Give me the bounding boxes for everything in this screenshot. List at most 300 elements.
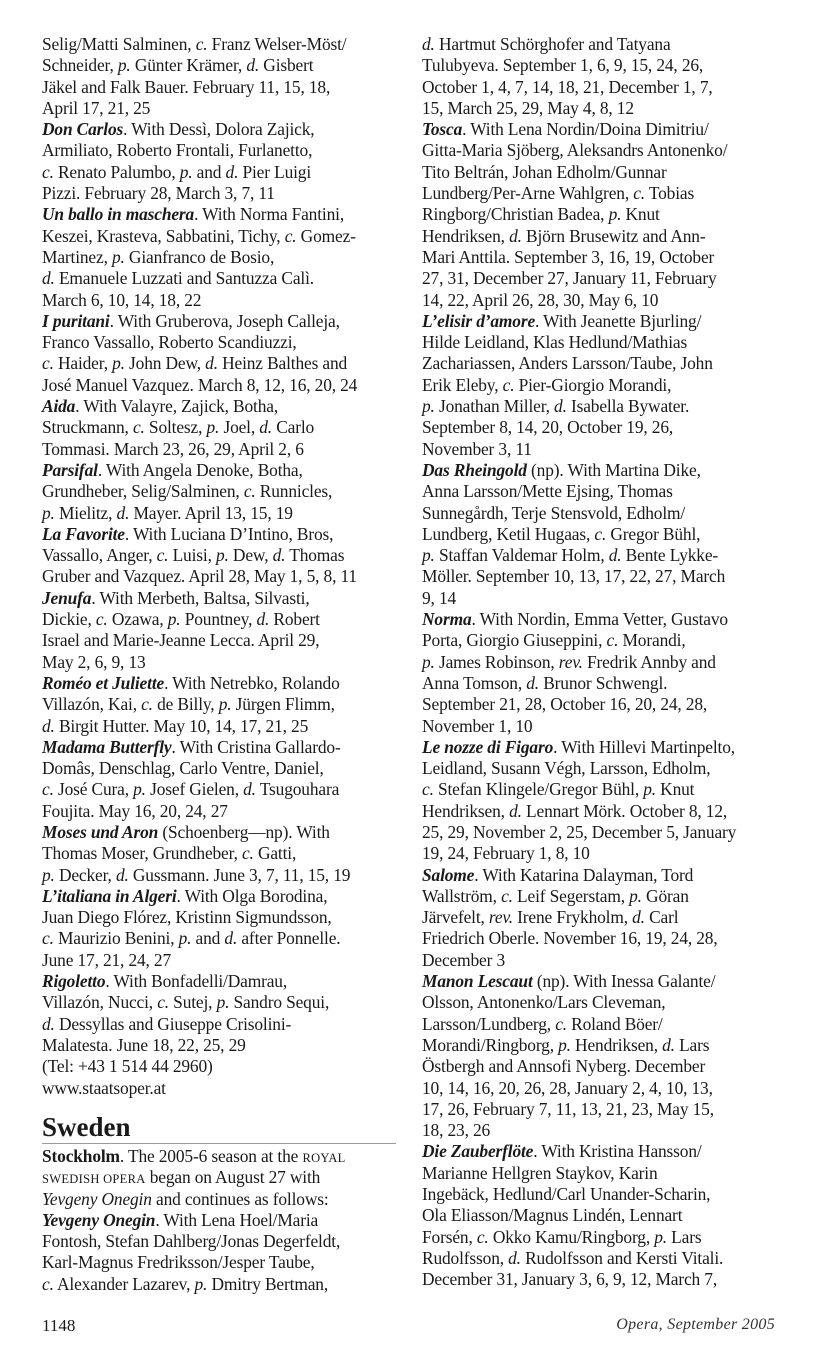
text-line [42,950,357,971]
text-line [422,737,736,758]
text-line [422,907,736,928]
italic-abbreviation: p. [654,1226,667,1247]
text-line [42,588,357,609]
text-run: Villazón, Kai, [42,694,142,715]
opera-title: Don Carlos [42,119,124,140]
text-line [42,417,357,438]
text-line [422,694,736,715]
text-run: Thomas [285,545,345,566]
text-run: de Billy, [152,694,219,715]
text-run: Isabella Bywater. [566,396,690,417]
text-run: Struckmann, [42,417,133,438]
text-run: José Cura, [53,779,134,800]
text-run: September 21, 28, October 16, 20, 24, 28, [422,694,708,715]
italic-abbreviation: d. [256,609,270,630]
text-run: Olsson, Antonenko/Lars Cleveman, [422,992,666,1013]
text-run: Friedrich Oberle. November 16, 19, 24, 28, [422,928,718,949]
text-run: Irene Frykholm, [512,907,633,928]
text-run: Hilde Leidland, Klas Hedlund/Mathias [422,332,688,353]
text-run: Soltesz, [144,417,207,438]
italic-abbreviation: c. [243,481,256,502]
text-line [422,950,736,971]
text-line [42,1189,346,1210]
italic-abbreviation: c. [156,545,169,566]
text-run: Fontosh, Stefan Dahlberg/Jonas Degerfeldt, [42,1231,341,1252]
text-run: Leif Segerstam, [512,885,630,906]
italic-abbreviation: c. [132,417,145,438]
text-run: Hendriksen, [422,800,510,821]
text-run: Mielitz, [54,502,117,523]
text-run: . With Valayre, Zajick, Botha, [75,396,279,417]
italic-abbreviation: d. [115,864,129,885]
opera-title: Un ballo in maschera [42,204,195,225]
italic-abbreviation: p. [422,651,435,672]
opera-title: Parsifal [42,459,98,480]
text-line [422,865,736,886]
text-run: Franz Welser-Möst/ [207,34,347,54]
text-run: Hendriksen, [422,225,510,246]
text-run: Porta, Giorgio Giuseppini, [422,630,607,651]
text-run: Tobias [645,183,695,204]
italic-abbreviation: d. [632,907,645,928]
text-run: Armiliato, Roberto Frontali, Furlanetto, [42,140,313,161]
text-run: Carl [644,907,679,928]
text-run: Dickie, [42,609,96,630]
text-run: (Tel: +43 1 514 44 2960) [42,1056,213,1077]
text-line [422,268,736,289]
text-run: November 3, 11 [422,438,532,459]
text-line [42,375,357,396]
text-line [422,886,736,907]
italic-abbreviation: rev. [558,651,583,672]
text-run: 9, 14 [422,587,457,608]
text-line [422,353,736,374]
text-line [42,524,357,545]
text-run: Günter Krämer, [130,55,247,76]
text-line [422,1078,736,1099]
text-run: Erik Eleby, [422,374,503,395]
text-run: Foujita. May 16, 20, 24, 27 [42,800,228,821]
text-line [42,716,357,737]
text-run: Knut [621,204,660,225]
text-run: September 8, 14, 20, October 19, 26, [422,417,674,438]
text-run: May 2, 6, 9, 13 [42,651,146,672]
left-column-listings [42,34,357,1099]
text-run: . With Nordin, Emma Vetter, Gustavo [471,609,728,630]
opera-title: Manon Lescaut [422,971,533,992]
text-run: April 17, 21, 25 [42,97,151,118]
opera-title: Die Zauberflöte [422,1141,534,1162]
text-run: Staffan Valdemar Holm, [434,545,609,566]
text-run: 17, 26, February 7, 11, 13, 21, 23, May 15, [422,1098,714,1119]
italic-abbreviation: c. [141,694,153,715]
text-run: Morandi/Ringborg, [422,1034,559,1055]
text-line [42,609,357,630]
text-line [42,140,357,161]
text-run: . With Lena Nordin/Doina Dimitriu/ [462,119,709,140]
text-run: Ringborg/Christian Badea, [422,204,609,225]
italic-abbreviation: p. [422,396,435,417]
text-line [42,673,357,694]
text-run: November 1, 10 [422,715,533,736]
text-line [422,652,736,673]
text-run: 27, 31, December 27, January 11, February [422,268,717,289]
text-run: Decker, [54,864,116,885]
text-run: Gruber and Vazquez. April 28, May 1, 5, 8, 11 [42,566,357,587]
italic-abbreviation: d. [246,55,260,76]
text-line [422,1141,736,1162]
italic-abbreviation: c. [606,630,619,651]
text-line [422,588,736,609]
text-line [422,992,736,1013]
text-line [422,140,736,161]
text-line [422,971,736,992]
text-run: . With Bonfadelli/Damrau, [105,971,288,992]
text-run: October 1, 4, 7, 14, 18, 21, December 1, 7, [422,76,713,97]
text-line [42,1167,346,1188]
text-line [422,1248,736,1269]
text-run: 15, March 25, 29, May 4, 8, 12 [422,97,634,118]
text-line [42,162,357,183]
text-line [422,162,736,183]
text-run: Thomas Moser, Grundheber, [42,843,242,864]
italic-abbreviation: d. [225,161,239,182]
text-run: Maurizio Benini, [53,928,179,949]
city-name: Stockholm [42,1146,120,1166]
italic-abbreviation: c. [42,779,54,800]
text-run: Josef Gielen, [145,779,244,800]
italic-abbreviation: d. [259,417,273,438]
text-line [42,737,357,758]
opera-title: I puritani [42,310,110,331]
text-line [422,545,736,566]
text-line [42,98,357,119]
text-run: Domâs, Denschlag, Carlo Ventre, Daniel, [42,758,324,779]
italic-abbreviation: p. [216,992,230,1013]
text-run: Göran [641,885,689,906]
italic-abbreviation: rev. [488,907,513,928]
text-run: Carlo [272,417,315,438]
text-line [42,801,357,822]
text-line [42,822,357,843]
text-line [42,332,357,353]
text-run: Jonathan Miller, [434,396,555,417]
text-line [422,290,736,311]
text-run: James Robinson, [434,651,559,672]
text-run: José Manuel Vazquez. March 8, 12, 16, 20, 24 [42,374,358,395]
text-line [422,673,736,694]
company-name: ROYAL [302,1151,346,1165]
italic-abbreviation: d. [42,1013,55,1034]
italic-abbreviation: p. [179,161,193,182]
italic-abbreviation: p. [206,417,220,438]
text-run: Anna Tomson, [422,672,527,693]
text-line [42,971,357,992]
text-run: Forsén, [422,1226,477,1247]
italic-abbreviation: c. [422,779,434,800]
text-line [422,1056,736,1077]
text-line [42,1146,346,1167]
opera-title: Tosca [422,119,463,140]
text-line [42,290,357,311]
text-run: Gussmann. June 3, 7, 11, 15, 19 [128,864,351,885]
italic-abbreviation: c. [195,34,208,54]
text-run: Vassallo, Anger, [42,545,157,566]
text-run: Bente Lykke- [621,545,719,566]
italic-abbreviation: d. [116,502,130,523]
text-line [42,630,357,651]
text-line [422,1014,736,1035]
text-line [42,566,357,587]
italic-abbreviation: c. [157,992,169,1013]
right-column-listings [422,34,736,1291]
text-line [42,204,357,225]
text-line [422,417,736,438]
text-line [422,1120,736,1141]
text-run: . With Gruberova, Joseph Calleja, [109,310,340,331]
text-run: Sunnegårdh, Terje Stensvold, Edholm/ [422,502,686,523]
text-run: 14, 22, April 26, 28, 30, May 6, 10 [422,289,659,310]
text-run: Haider, [53,353,113,374]
text-run: Lars [674,1034,710,1055]
text-line [42,1035,357,1056]
text-run: Okko Kamu/Ringborg, [488,1226,655,1247]
text-run: and continues as follows: [151,1188,329,1209]
text-line [42,545,357,566]
text-run: Hendriksen, [570,1034,663,1055]
text-run: Ingebäck, Hedlund/Carl Unander-Scharin, [422,1184,711,1205]
text-run: Heinz Balthes and [217,353,348,374]
text-run: Wallström, [422,885,502,906]
italic-abbreviation: d. [243,779,256,800]
italic-abbreviation: d. [509,225,522,246]
text-run: Östbergh and Annsofi Nyberg. December [422,1056,706,1077]
opera-title: Rigoletto [42,971,106,992]
text-run: Ozawa, [107,609,168,630]
text-run: Fredrik Annby and [582,651,716,672]
text-line [422,503,736,524]
text-run: Stefan Klingele/Gregor Bühl, [433,779,644,800]
opera-title: Moses und Aron [42,821,159,842]
running-footer-title: Opera, September 2005 [616,1316,775,1333]
text-run: Emanuele Luzzati and Santuzza Calì. [54,268,314,289]
italic-abbreviation: p. [643,779,656,800]
text-line [422,566,736,587]
text-run: Zachariassen, Anders Larsson/Taube, John [422,353,713,374]
opera-title: Salome [422,864,475,885]
italic-abbreviation: p. [218,694,232,715]
italic-abbreviation: d. [42,715,55,736]
italic-abbreviation: c. [501,885,513,906]
italic-abbreviation: p. [42,502,55,523]
text-line [422,439,736,460]
text-run: . With Norma Fantini, [194,204,345,225]
italic-abbreviation: c. [42,161,54,182]
text-line [422,1227,736,1248]
text-run: Selig/Matti Salminen, [42,34,196,54]
text-run: Malatesta. June 18, 22, 25, 29 [42,1034,246,1055]
text-line [422,843,736,864]
text-run: Björn Brusewitz and Ann- [521,225,706,246]
text-line [422,460,736,481]
text-line [42,396,357,417]
text-run: Birgit Hutter. May 10, 14, 17, 21, 25 [54,715,309,736]
text-run: Juan Diego Flórez, Kristinn Sigmundsson, [42,907,332,928]
text-line [42,1210,346,1231]
italic-abbreviation: d. [272,545,286,566]
text-run: Jäkel and Falk Bauer. February 11, 15, 18, [42,76,331,97]
text-run: . With Luciana D’Intino, Bros, [124,523,334,544]
text-run: Pizzi. February 28, March 3, 7, 11 [42,183,275,204]
text-run: Karl-Magnus Fredriksson/Jesper Taube, [42,1252,315,1273]
text-run: (np). With Martina Dike, [526,459,701,480]
italic-abbreviation: p. [194,1273,208,1294]
italic-abbreviation: p. [112,353,125,374]
italic-abbreviation: d. [422,34,435,54]
text-line [422,204,736,225]
text-run: . With Olga Borodina, [176,885,328,906]
text-line [42,1231,346,1252]
text-line [42,907,357,928]
text-line [42,481,357,502]
italic-abbreviation: d. [42,268,55,289]
italic-abbreviation: d. [508,1247,521,1268]
text-line [42,1274,346,1295]
text-run: Pier-Giorgio Morandi, [514,374,672,395]
text-run: Robert [269,609,320,630]
text-run: . With Katarina Dalayman, Tord [474,864,694,885]
text-run: 10, 14, 16, 20, 26, 28, January 2, 4, 10, 13, [422,1077,713,1098]
italic-abbreviation: p. [117,55,131,76]
text-run: Gitta-Maria Sjöberg, Aleksandrs Antonenko/ [422,140,728,161]
italic-abbreviation: Yevgeny Onegin [42,1188,152,1209]
opera-title: Das Rheingold [422,459,527,480]
italic-abbreviation: p. [178,928,192,949]
italic-abbreviation: c. [42,353,54,374]
italic-abbreviation: c. [241,843,254,864]
text-line [422,1035,736,1056]
text-run: Sandro Sequi, [229,992,330,1013]
text-run: . With Jeanette Bjurling/ [535,310,702,331]
text-run: Grundheber, Selig/Salminen, [42,481,244,502]
text-line [42,758,357,779]
text-line [42,843,357,864]
opera-title: L’elisir d’amore [422,310,536,331]
text-run: Rudolfsson and Kersti Vitali. [520,1247,724,1268]
text-line [42,503,357,524]
text-line [422,375,736,396]
text-run: . With Netrebko, Rolando [164,672,340,693]
opera-title: L’italiana in Algeri [42,885,177,906]
company-name: SWEDISH OPERA [42,1172,146,1187]
text-line [422,779,736,800]
text-run: Runnicles, [255,481,333,502]
text-run: Luisi, [168,545,216,566]
text-run: Gianfranco de Bosio, [124,246,275,267]
text-line [42,77,357,98]
text-line [42,439,357,460]
text-run: Hartmut Schörghofer and Tatyana [434,34,671,54]
text-line [422,183,736,204]
text-line [422,55,736,76]
italic-abbreviation: p. [608,204,622,225]
text-run: . The 2005-6 season at the [119,1146,303,1166]
opera-title: Roméo et Juliette [42,672,165,693]
text-run: Roland Böer/ [566,1013,663,1034]
italic-abbreviation: c. [284,225,297,246]
text-run: Alexander Lazarev, [53,1273,195,1294]
text-run: Sutej, [168,992,217,1013]
text-run: Anna Larsson/Mette Ejsing, Thomas [422,481,673,502]
text-run: December 31, January 3, 6, 9, 12, March 7, [422,1269,718,1290]
text-line [42,247,357,268]
text-line [422,396,736,417]
italic-abbreviation: p. [167,609,181,630]
text-line [42,886,357,907]
text-line [42,55,357,76]
text-run: Martinez, [42,246,112,267]
text-line [422,758,736,779]
italic-abbreviation: d. [608,545,622,566]
text-run: December 3 [422,949,505,970]
italic-abbreviation: d. [526,672,539,693]
text-line [42,652,357,673]
text-line [422,716,736,737]
text-run: Larsson/Lundberg, [422,1013,556,1034]
text-line [42,779,357,800]
text-run: . With Angela Denoke, Botha, [97,459,303,480]
text-run: (Schoenberg—np). With [158,821,330,842]
text-line [422,247,736,268]
text-line [42,928,357,949]
text-run: . With Hillevi Martinpelto, [553,736,735,757]
text-run: Möller. September 10, 13, 17, 22, 27, March [422,566,726,587]
italic-abbreviation: p. [215,545,229,566]
text-line [42,1014,357,1035]
text-line [42,1252,346,1273]
text-run: Järvefelt, [422,907,489,928]
text-line [422,481,736,502]
text-run: Lars [666,1226,702,1247]
text-line [42,1078,357,1099]
text-run: Marianne Hellgren Staykov, Karin [422,1162,658,1183]
italic-abbreviation: d. [205,353,218,374]
text-run: Tsugouhara [255,779,340,800]
italic-abbreviation: p. [422,545,435,566]
text-run: Gregor Bühl, [606,523,701,544]
text-run: Knut [655,779,695,800]
text-run: 19, 24, February 1, 8, 10 [422,843,590,864]
text-run: Pountney, [180,609,257,630]
text-line [42,119,357,140]
text-run: Keszei, Krasteva, Sabbatini, Tichy, [42,225,285,246]
text-run: John Dew, [124,353,206,374]
text-run: Lundberg, Ketil Hugaas, [422,523,595,544]
page-number: 1148 [42,1316,76,1335]
opera-title: Aida [42,396,76,417]
text-run: . With Cristina Gallardo- [171,736,341,757]
text-line [422,1163,736,1184]
text-run: Gatti, [253,843,297,864]
text-run: 25, 29, November 2, 25, December 5, January [422,821,737,842]
text-line [422,524,736,545]
italic-abbreviation: c. [594,523,607,544]
text-run: Leidland, Susann Végh, Larsson, Edholm, [422,758,711,779]
text-run: (np). With Inessa Galante/ [532,971,716,992]
text-line [42,992,357,1013]
opera-title: Madama Butterfly [42,736,172,757]
italic-abbreviation: d. [554,396,567,417]
